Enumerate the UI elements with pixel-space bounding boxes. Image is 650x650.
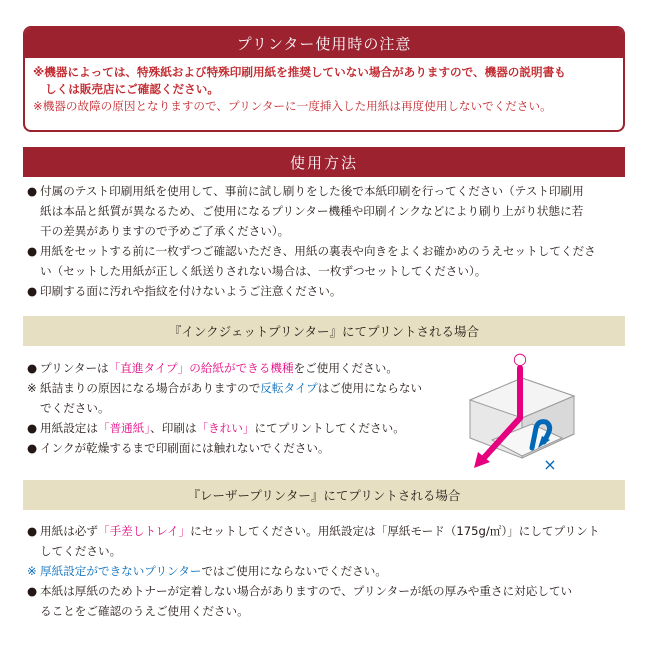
inkjet-item-3-post: にてプリントしてください。 <box>254 421 405 435</box>
bullet: ● <box>27 284 38 298</box>
laser-item-3-line-2: ることをご確認のうえご使用ください。 <box>40 604 249 618</box>
note-mark: ※ <box>27 381 37 395</box>
laser-item-1 <box>27 521 625 561</box>
usage-list <box>27 181 625 301</box>
usage-item-1 <box>27 181 625 241</box>
usage-item-3-line-1: 印刷する面に汚れや指紋を付けないようご注意ください。 <box>40 284 342 298</box>
inkjet-item-3 <box>27 418 457 438</box>
usage-title: 使用方法 <box>23 147 625 177</box>
inkjet-item-3-pre: 用紙設定は <box>40 421 98 435</box>
incorrect-mark: × <box>543 455 557 474</box>
laser-item-1-line-2: してください。 <box>40 544 122 558</box>
bullet: ● <box>27 584 38 598</box>
laser-list <box>27 521 625 621</box>
laser-item-2-highlight: 厚紙設定ができないプリンター <box>40 564 202 578</box>
bullet: ● <box>27 421 38 435</box>
bullet: ● <box>27 244 38 258</box>
bullet: ● <box>27 524 38 538</box>
laser-item-2 <box>27 561 625 581</box>
usage-item-3 <box>27 281 625 301</box>
usage-item-1-line-1: 付属のテスト印刷用紙を使用して、事前に試し刷りをした後で本紙印刷を行ってください（テスト印刷用 <box>40 184 584 198</box>
correct-mark: ○ <box>513 352 527 368</box>
inkjet-item-4 <box>27 438 457 458</box>
inkjet-item-2-post: はご使用にならない <box>317 381 423 395</box>
usage-item-1-line-2: 紙は本品と紙質が異なるため、ご使用になるプリンター機種や印刷インクなどにより刷り上がり状態に若 <box>40 204 584 218</box>
notice-body <box>25 58 623 115</box>
inkjet-item-3-highlight-1: 「普通紙」 <box>97 421 151 435</box>
printer-illustration <box>462 352 584 477</box>
notice-line-3: ※機器の故障の原因となりますので、プリンターに一度挿入した用紙は再度使用しないでください。 <box>33 99 552 113</box>
inkjet-item-1-highlight: 「直進タイプ」の給紙ができる機種 <box>108 361 294 375</box>
inkjet-item-3-highlight-2: 「きれい」 <box>196 421 255 435</box>
bullet: ● <box>27 441 38 455</box>
laser-item-1-highlight: 「手差しトレイ」 <box>97 524 191 538</box>
inkjet-item-2-highlight: 反転タイプ <box>260 381 318 395</box>
inkjet-title: 『インクジェットプリンター』にてプリントされる場合 <box>23 316 625 346</box>
inkjet-list <box>27 358 457 458</box>
bullet: ● <box>27 361 38 375</box>
inkjet-item-1-post: をご使用ください。 <box>293 361 398 375</box>
usage-item-1-line-3: 干の差異がありますので予めご了承ください）。 <box>40 224 290 238</box>
notice-box <box>23 26 625 132</box>
laser-item-3 <box>27 581 625 621</box>
inkjet-item-1-pre: プリンターは <box>40 361 109 375</box>
laser-item-2-post: ではご使用にならないでください。 <box>201 564 387 578</box>
usage-item-2-line-1: 用紙をセットする前に一枚ずつご確認いただき、用紙の裏表や向きをよくお確かめのうえセットしてくださ <box>40 244 596 258</box>
notice-line-2: しくは販売店にご確認ください。 <box>45 82 219 96</box>
usage-item-2-line-2: い（セットした用紙が正しく紙送りされない場合は、一枚ずつセットしてください）。 <box>40 264 487 278</box>
inkjet-item-3-mid: 、印刷は <box>150 421 197 435</box>
inkjet-item-2 <box>27 378 457 418</box>
usage-item-2 <box>27 241 625 281</box>
inkjet-item-1 <box>27 358 457 378</box>
laser-item-1-pre: 用紙は必ず <box>40 524 98 538</box>
bullet: ● <box>27 184 38 198</box>
laser-item-3-line-1: 本紙は厚紙のためトナーが定着しない場合がありますので、プリンターが紙の厚みや重さに対応してい <box>40 584 573 598</box>
laser-item-1-post: にセットしてください。用紙設定は「厚紙モード（175g/㎡）」にしてプリント <box>190 524 600 538</box>
inkjet-item-2-pre: 紙詰まりの原因になる場合がありますので <box>40 381 261 395</box>
note-mark: ※ <box>27 564 37 578</box>
laser-title: 『レーザープリンター』にてプリントされる場合 <box>23 480 625 510</box>
notice-title: プリンター使用時の注意 <box>25 28 623 58</box>
inkjet-item-4-text: インクが乾燥するまで印刷面には触れないでください。 <box>40 441 330 455</box>
notice-line-1: ※機器によっては、特殊紙および特殊印刷用紙を推奨していない場合がありますので、機器の説明書も <box>33 65 566 79</box>
inkjet-item-2-line-2: でください。 <box>40 401 110 415</box>
